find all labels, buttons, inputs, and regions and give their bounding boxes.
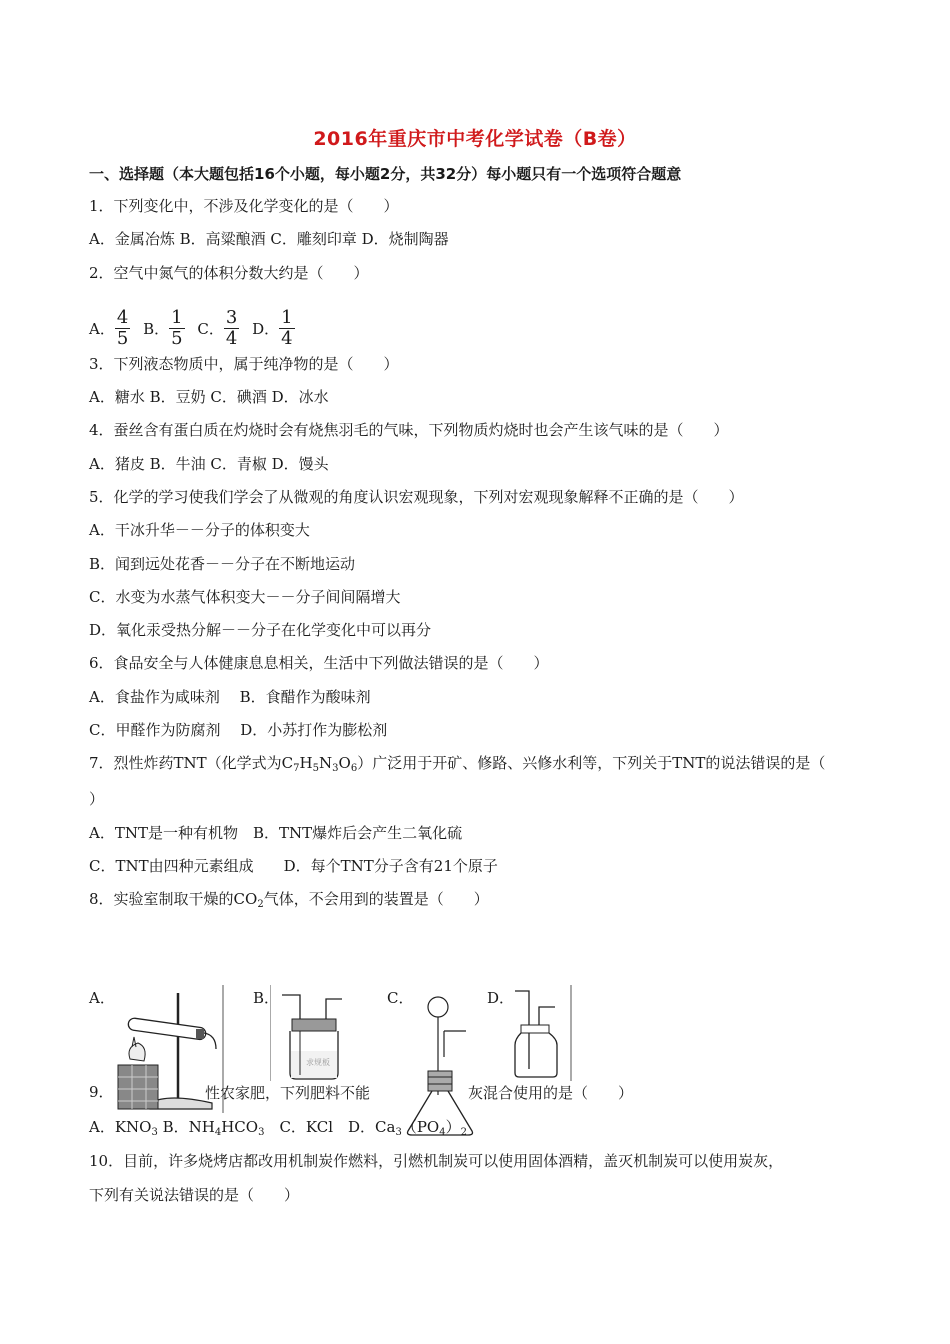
apparatus-c-flask-funnel [404,985,480,1137]
option-label: A． [89,319,115,338]
watermark-text: 求规板 [306,1058,330,1067]
question-3-stem: 3．下列液态物质中，属于纯净物的是（ ） [89,355,399,373]
question-9-stem: 9． [89,1083,114,1101]
question-5-option-d: D．氧化汞受热分解－－分子在化学变化中可以再分 [89,621,432,639]
question-6-stem: 6．食品安全与人体健康息息相关，生活中下列做法错误的是（ ） [89,654,549,672]
question-4-options: A．猪皮 B．牛油 C．青椒 D．馒头 [89,455,329,473]
question-7-stem-continued: ） [89,790,105,808]
question-3-options: A．糖水 B．豆奶 C．碘酒 D．冰水 [89,388,329,406]
fraction: $\frac{4}{5}$ [116,307,129,349]
option-label: C． [197,319,224,338]
question-2-options [89,308,303,349]
question-9-stem-end: 灰混合使用的是（ ） [468,1084,634,1102]
question-10-stem: 10．目前，许多烧烤店都改用机制炭作燃料，引燃机制炭可以使用固体酒精，盖灭机制炭可以使用炭灰， [89,1152,784,1170]
apparatus-d-collecting-bottle [507,985,573,1081]
question-7-options-ab: A．TNT是一种有机物 B．TNT爆炸后会产生二氧化硫 [89,824,463,842]
section-heading: 一、选择题（本大题包括16个小题，每小题2分，共32分）每小题只有一个选项符合题意 [89,165,682,183]
apparatus-label-b: B． [253,989,280,1007]
question-9-stem-middle: 性农家肥，下列肥料不能 [205,1084,371,1102]
question-5-option-c: C．水变为水蒸气体积变大－－分子间间隔增大 [89,588,401,606]
question-2-stem: 2．空气中氮气的体积分数大约是（ ） [89,264,369,282]
fraction: $\frac{1}{5}$ [171,307,183,349]
question-5-option-a: A．干冰升华－－分子的体积变大 [89,521,310,539]
page-title: 2016年重庆市中考化学试卷（B卷） [313,128,637,150]
question-5-stem: 5．化学的学习使我们学会了从微观的角度认识宏观现象，下列对宏观现象解释不正确的是（ ） [89,488,744,506]
option-label: B． [143,319,170,338]
question-1-options: A．金属冶炼 B．高粱酿酒 C．雕刻印章 D．烧制陶器 [89,230,449,248]
apparatus-b-washing-bottle [270,985,360,1081]
apparatus-label-c: C． [387,989,414,1007]
question-4-stem: 4．蚕丝含有蛋白质在灼烧时会有烧焦羽毛的气味，下列物质灼烧时也会产生该气味的是（ ） [89,421,729,439]
question-9-options: A．$KNO_3$ B．$NH_4HCO_3$ C．KCl D．$Ca_3(PO_4)_2$ [89,1118,467,1138]
question-7-stem: 7．烈性炸药TNT（化学式为$C_7H_5N_3O_6$）广泛用于开矿、修路、兴修水利等，下列关于TNT的说法错误的是（ [89,754,826,774]
question-7-options-cd: C．TNT由四种元素组成 D．每个TNT分子含有21个原子 [89,857,498,875]
question-10-stem-continued: 下列有关说法错误的是（ ） [89,1186,300,1204]
apparatus-label-a: A． [89,989,115,1007]
question-8-stem: 8．实验室制取干燥的$CO_2$气体，不会用到的装置是（ ） [89,890,489,910]
fraction: $\frac{3}{4}$ [225,307,238,349]
fraction: $\frac{1}{4}$ [281,307,293,349]
question-1-stem: 1．下列变化中，不涉及化学变化的是（ ） [89,197,399,215]
apparatus-label-d: D． [487,989,515,1007]
question-6-options-cd: C．甲醛作为防腐剂 D．小苏打作为膨松剂 [89,721,388,739]
question-5-option-b: B．闻到远处花香－－分子在不断地运动 [89,555,356,573]
question-6-options-ab: A．食盐作为咸味剂 B．食醋作为酸味剂 [89,688,371,706]
option-label: D． [252,319,280,338]
